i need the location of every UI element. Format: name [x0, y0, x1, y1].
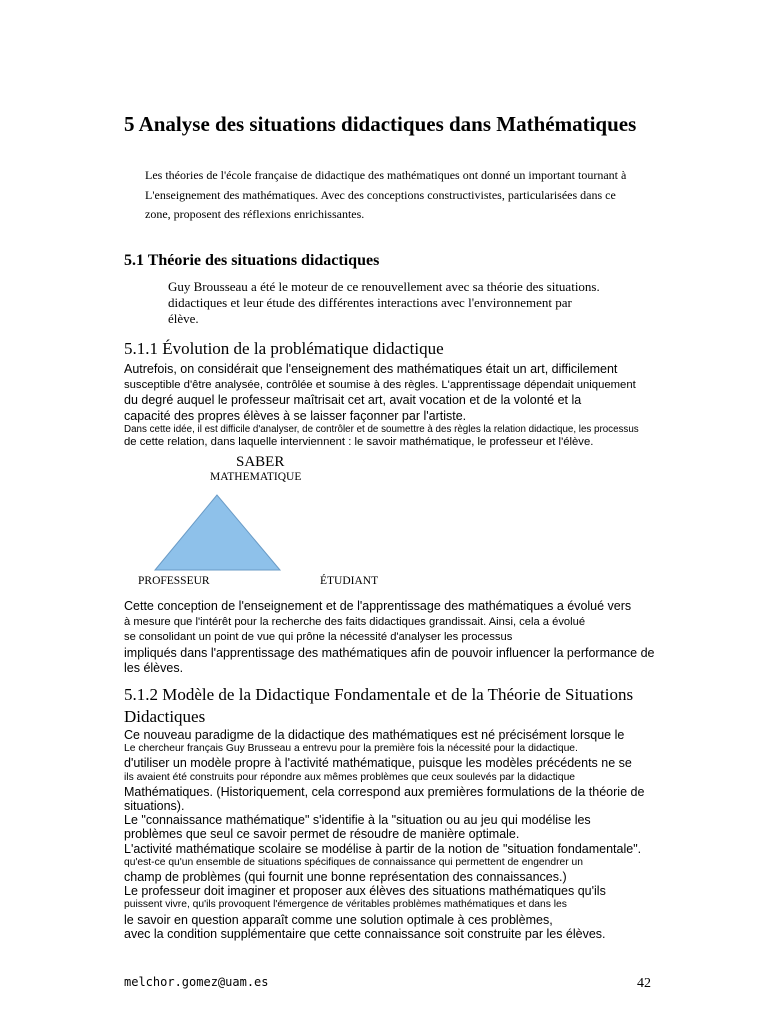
paragraph-line: impliqués dans l'apprentissage des mathématiques afin de pouvoir influencer la performance de: [124, 645, 655, 660]
paragraph-line: Le "connaissance mathématique" s'identifie à la "situation ou au jeu qui modélise les: [124, 813, 591, 828]
paragraph-line: Dans cette idée, il est difficile d'analyser, de contrôler et de soumettre à des règles la relation didactique, les processus: [124, 424, 639, 435]
paragraph-line: de cette relation, dans laquelle interviennent : le savoir mathématique, le professeur et l'élève.: [124, 436, 594, 448]
paragraph-line: du degré auquel le professeur maîtrisait cet art, avait vocation et de la volonté et la: [124, 393, 582, 407]
paragraph-line: Le chercheur français Guy Brusseau a entrevu pour la première fois la nécessité pour la didactique.: [124, 743, 578, 755]
paragraph-line: susceptible d'être analysée, contrôlée et soumise à des règles. L'apprentissage dépendait uniquement: [124, 378, 636, 391]
intro-paragraph: [145, 166, 665, 225]
section-heading-5: 5 Analyse des situations didactiques dans Mathématiques: [124, 112, 637, 136]
triangle-label-mathematique: MATHEMATIQUE: [210, 471, 302, 483]
intro-line: L'enseignement des mathématiques. Avec des conceptions constructivistes, particularisées dans ce: [145, 187, 616, 202]
paragraph-line: se consolidant un point de vue qui prône la nécessité d'analyser les processus: [124, 631, 513, 643]
page-number: 42: [637, 976, 651, 991]
paragraph-line: champ de problèmes (qui fournit une bonne représentation des connaissances.): [124, 870, 567, 885]
paragraph-line: le savoir en question apparaît comme une solution optimale à ces problèmes,: [124, 912, 553, 927]
paragraph-line: qu'est-ce qu'un ensemble de situations spécifiques de connaissance qui permettent de engendrer un: [124, 856, 584, 868]
conception-paragraph: [124, 599, 654, 677]
intro-line: zone, proposent des réflexions enrichissantes.: [145, 207, 365, 221]
paragraph-line: Ce nouveau paradigme de la didactique des mathématiques est né précisément lorsque le: [124, 728, 625, 742]
triangle-label-etudiant: ÉTUDIANT: [320, 575, 379, 587]
brousseau-line: élève.: [168, 311, 199, 326]
paragraph-line: L'activité mathématique scolaire se modélise à partir de la notion de "situation fondamentale".: [124, 841, 642, 856]
paragraph-line: Le professeur doit imaginer et proposer aux élèves des situations mathématiques qu'ils: [124, 884, 606, 899]
paragraph-line: avec la condition supplémentaire que cette connaissance soit construite par les élèves.: [124, 926, 606, 941]
paragraph-line: puissent vivre, qu'ils provoquent l'émergence de véritables problèmes mathématiques et dans les: [124, 899, 567, 911]
brousseau-paragraph: [168, 279, 600, 327]
paragraph-line: d'utiliser un modèle propre à l'activité mathématique, puisque les modèles précédents ne se: [124, 756, 632, 771]
evolution-paragraph: [124, 362, 639, 451]
paragraph-line: capacité des propres élèves à se laisser façonner par l'artiste.: [124, 408, 467, 423]
model-paragraph: [124, 728, 644, 941]
section-heading-5-1-2: 5.1.2 Modèle de la Didactique Fondamentale et de la Théorie de Situations Didactiques: [124, 685, 634, 726]
section-heading-5-1-1: 5.1.1 Évolution de la problématique didactique: [124, 339, 444, 358]
didactic-triangle: [155, 495, 280, 570]
footer-email: melchor.gomez@uam.es: [124, 975, 269, 989]
paragraph-line: ils avaient été construits pour répondre aux mêmes problèmes que ceux soulevés par la didactique: [124, 771, 576, 783]
intro-line: Les théories de l'école française de didactique des mathématiques ont donné un important tournant à: [145, 168, 627, 182]
paragraph-line: Autrefois, on considérait que l'enseignement des mathématiques était un art, difficilement: [124, 362, 618, 376]
paragraph-line: problèmes que seul ce savoir permet de résoudre de manière optimale.: [124, 827, 520, 842]
paragraph-line: situations).: [124, 799, 185, 814]
paragraph-line: à mesure que l'intérêt pour la recherche des faits didactiques grandissait. Ainsi, cela a évolué: [124, 615, 586, 628]
brousseau-line: didactiques et leur étude des différentes interactions avec l'environnement par: [168, 295, 572, 310]
brousseau-line: Guy Brousseau a été le moteur de ce renouvellement avec sa théorie des situations.: [168, 279, 600, 294]
triangle-label-professeur: PROFESSEUR: [138, 575, 210, 587]
paragraph-line: les élèves.: [124, 661, 184, 675]
section-heading-5-1: 5.1 Théorie des situations didactiques: [124, 252, 380, 269]
triangle-label-saber: SABER: [236, 454, 285, 470]
paragraph-line: Cette conception de l'enseignement et de l'apprentissage des mathématiques a évolué vers: [124, 599, 632, 613]
paragraph-line: Mathématiques. (Historiquement, cela correspond aux premières formulations de la théorie de: [124, 784, 645, 799]
